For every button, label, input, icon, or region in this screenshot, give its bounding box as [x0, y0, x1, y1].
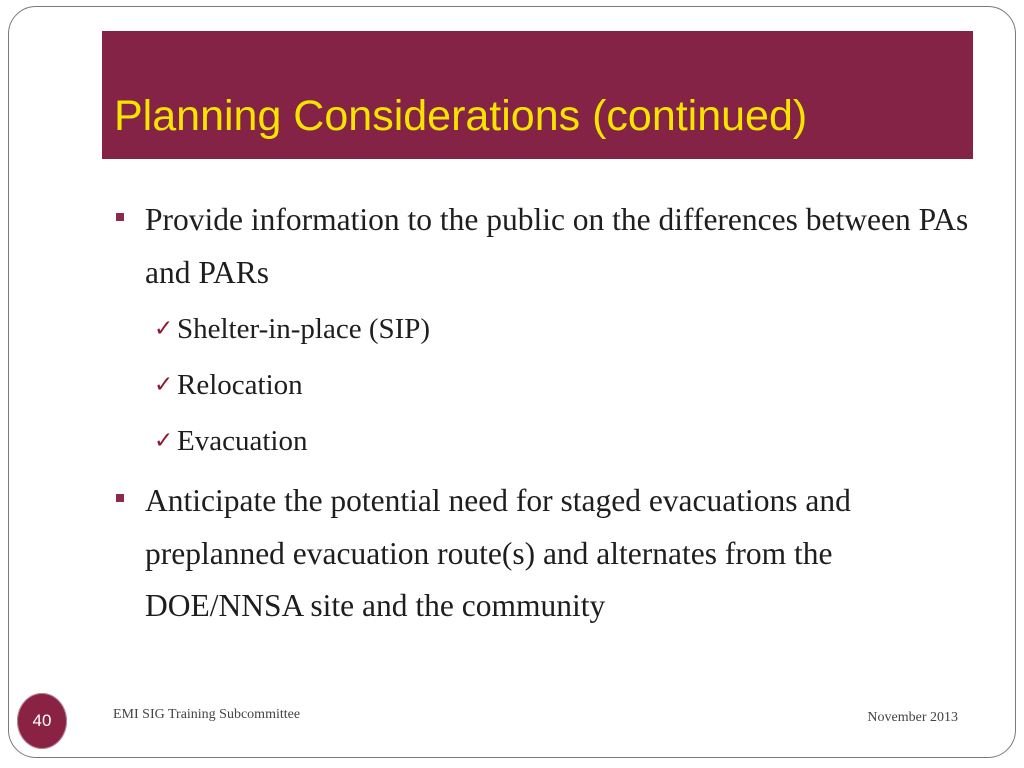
sub-item	[110, 301, 970, 357]
page-number-badge: 40	[17, 693, 67, 749]
bullet-item	[110, 194, 970, 299]
footer-date: November 2013	[867, 710, 958, 725]
checkmark-icon: ✓	[154, 428, 174, 454]
footer-organization: EMI SIG Training Subcommittee	[113, 707, 301, 722]
bullet-item	[110, 475, 970, 633]
checkmark-icon: ✓	[154, 372, 174, 398]
sub-item-text: Relocation	[177, 369, 303, 401]
square-bullet-icon	[116, 494, 124, 502]
bullet-text: Anticipate the potential need for staged evacuations and preplanned evacuation route(s) and alternates from the DOE/NNSA site and the community	[145, 483, 851, 623]
sub-item-text: Evacuation	[177, 425, 308, 457]
checkmark-icon: ✓	[154, 316, 174, 342]
sub-item-text: Shelter-in-place (SIP)	[177, 313, 431, 345]
sub-item	[110, 413, 970, 469]
square-bullet-icon	[116, 213, 124, 221]
slide-title: Planning Considerations (continued)	[114, 92, 808, 140]
bullet-text: Provide information to the public on the differences between PAs and PARs	[145, 202, 969, 290]
sub-item	[110, 357, 970, 413]
title-bar	[102, 31, 973, 159]
slide-content	[110, 194, 970, 633]
